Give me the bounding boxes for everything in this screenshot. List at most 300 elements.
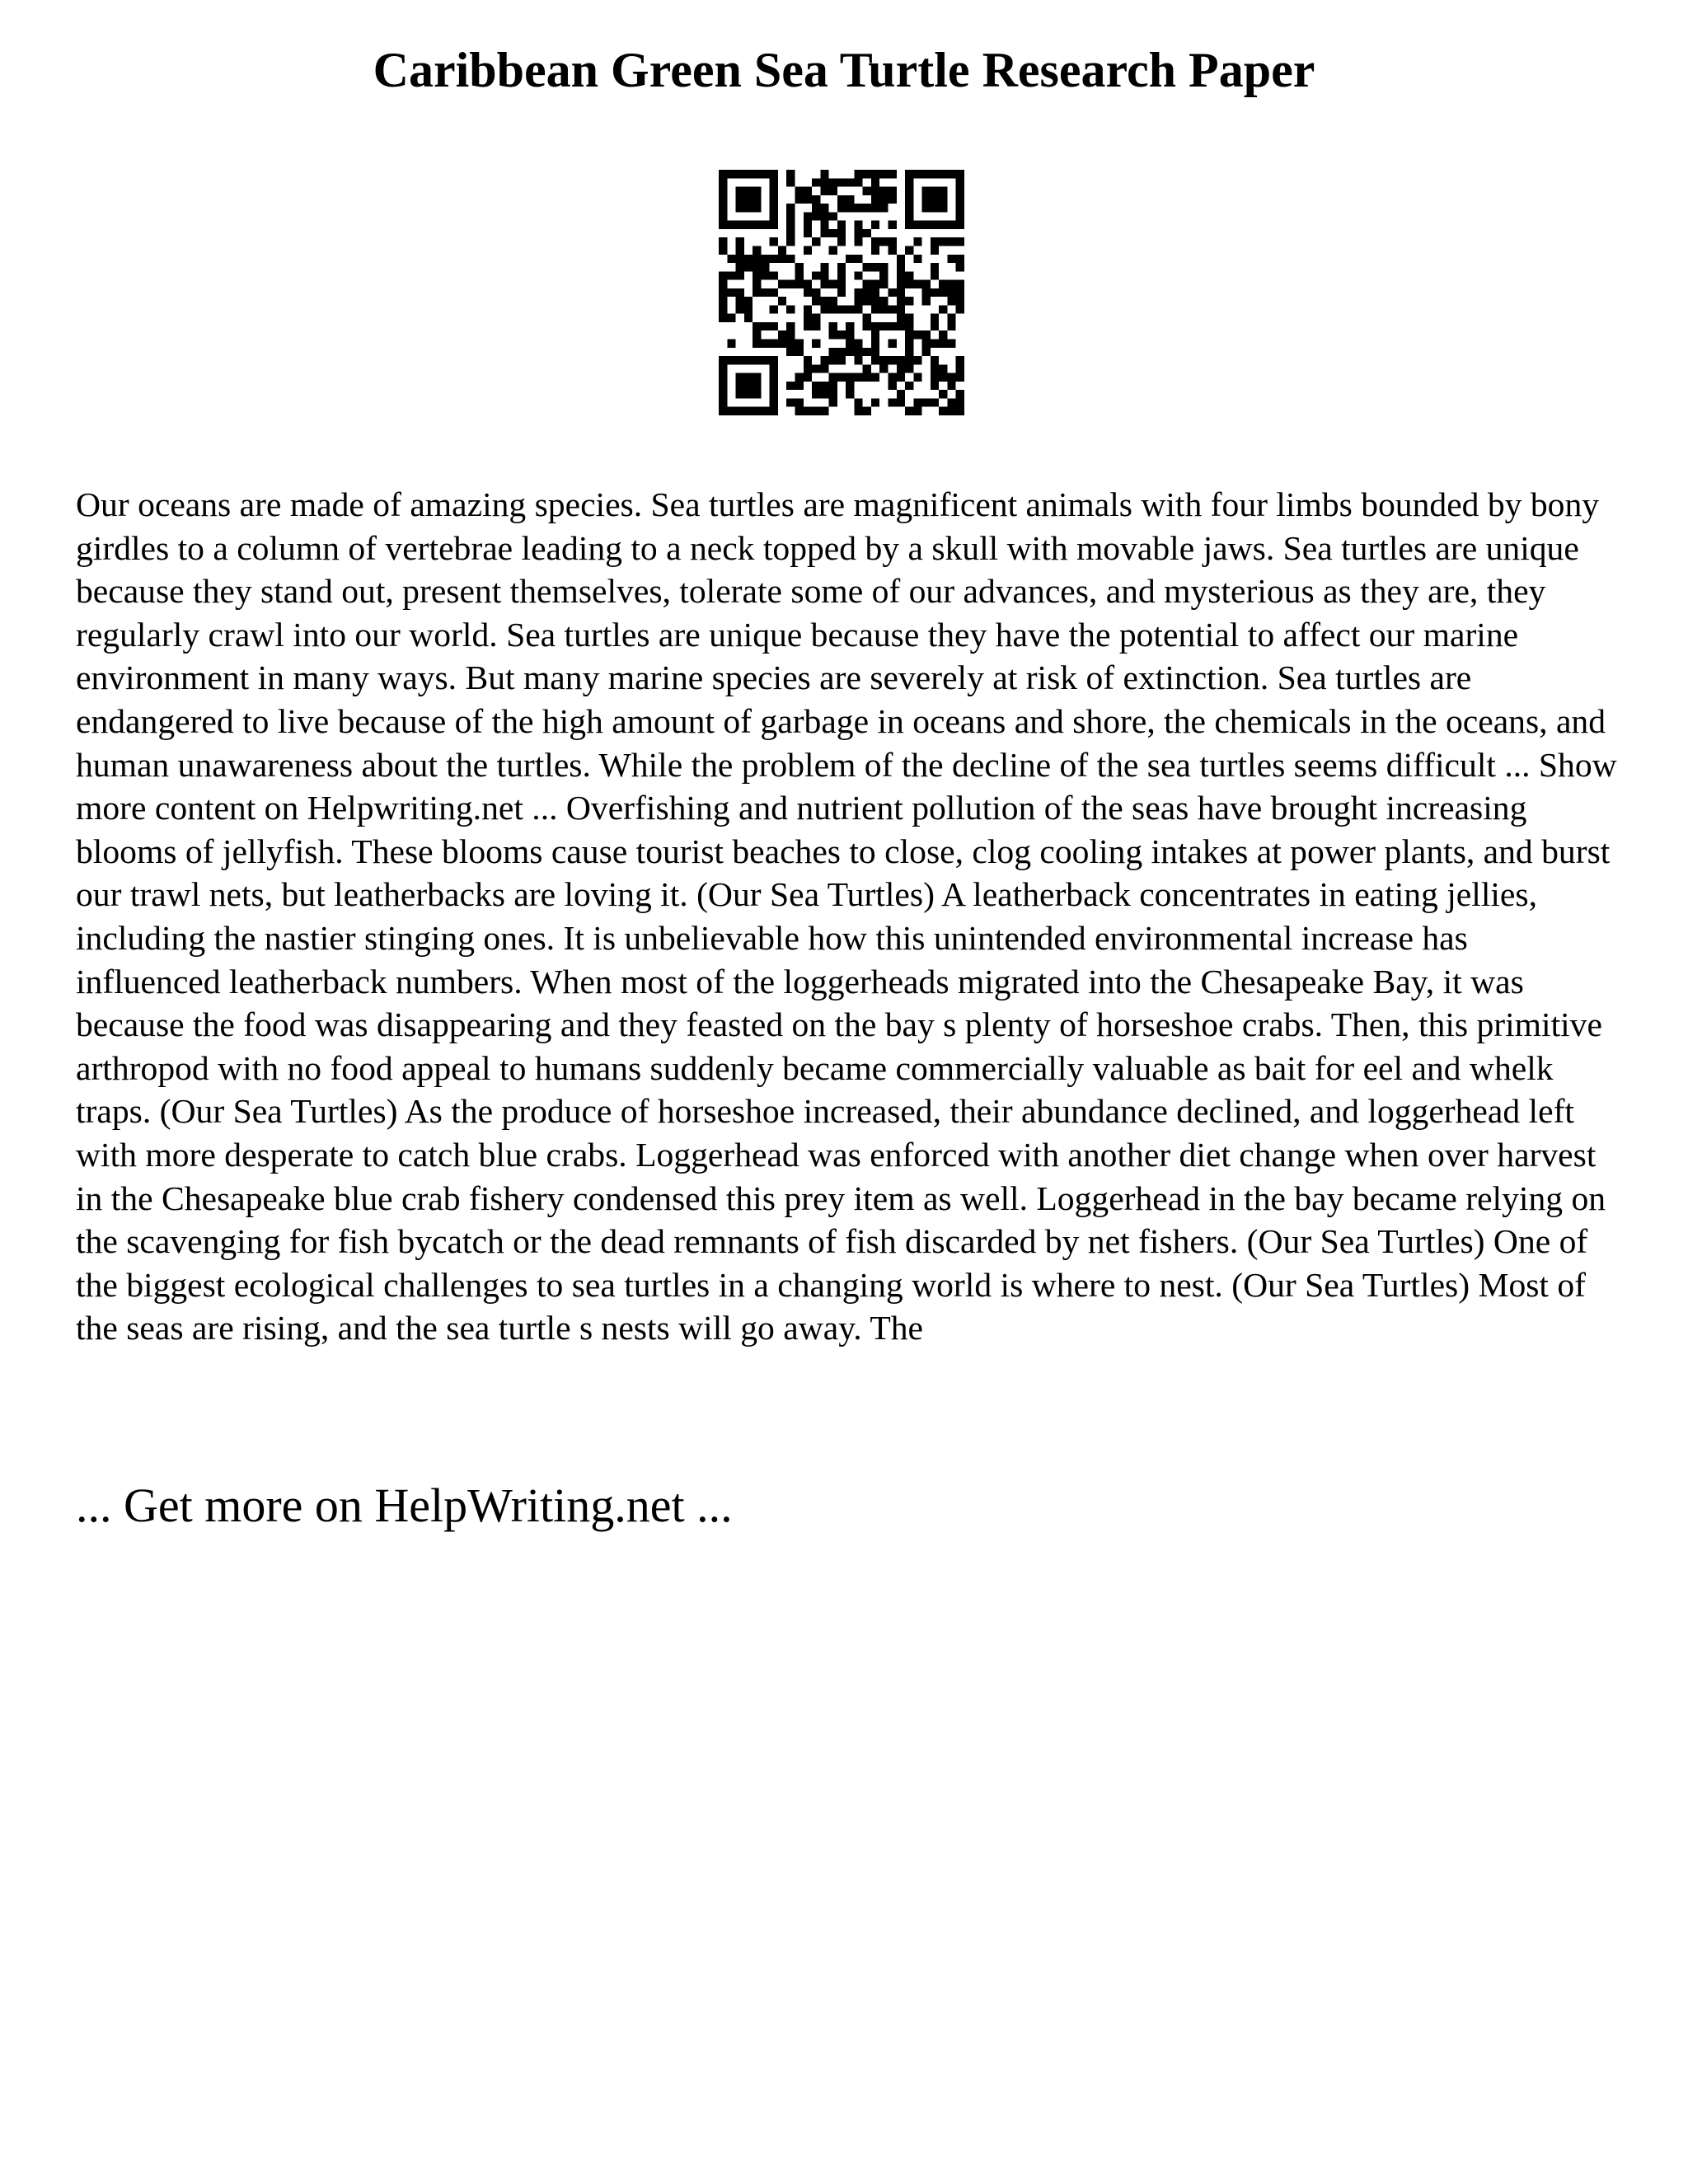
qr-module — [956, 204, 964, 212]
qr-module — [736, 221, 744, 229]
qr-module — [727, 221, 735, 229]
qr-module — [947, 382, 955, 390]
qr-module — [812, 340, 820, 348]
qr-module — [786, 322, 795, 330]
qr-module — [761, 221, 769, 229]
qr-module — [837, 288, 846, 297]
qr-module — [931, 314, 939, 322]
qr-module — [956, 187, 964, 195]
qr-module — [931, 340, 939, 348]
qr-module — [837, 237, 846, 246]
qr-module — [736, 246, 744, 254]
qr-module — [820, 271, 828, 279]
qr-module — [753, 255, 761, 263]
qr-module — [939, 170, 947, 178]
qr-module — [871, 305, 879, 313]
qr-module — [854, 297, 862, 305]
qr-module — [956, 407, 964, 415]
qr-module — [897, 305, 905, 313]
qr-module — [770, 237, 778, 246]
qr-module — [820, 229, 828, 237]
qr-module — [947, 221, 955, 229]
qr-module — [804, 212, 812, 220]
qr-module — [897, 356, 905, 364]
qr-module — [753, 280, 761, 288]
qr-code-icon[interactable] — [719, 170, 964, 415]
qr-module — [854, 288, 862, 297]
qr-module — [804, 322, 812, 330]
qr-module — [753, 407, 761, 415]
qr-module — [854, 221, 862, 229]
qr-module — [905, 364, 913, 373]
qr-module — [922, 170, 931, 178]
qr-module — [931, 322, 939, 330]
qr-module — [871, 373, 879, 382]
qr-module — [846, 340, 854, 348]
qr-module — [863, 407, 871, 415]
qr-module — [786, 398, 795, 406]
qr-module — [753, 356, 761, 364]
qr-module — [744, 255, 753, 263]
qr-module — [947, 170, 955, 178]
qr-module — [897, 314, 905, 322]
qr-module — [770, 204, 778, 212]
qr-module — [804, 407, 812, 415]
qr-module — [719, 364, 727, 373]
qr-module — [719, 221, 727, 229]
qr-module — [889, 187, 897, 195]
qr-module — [931, 263, 939, 271]
qr-module — [947, 373, 955, 382]
qr-module — [879, 170, 888, 178]
qr-module — [719, 187, 727, 195]
qr-module — [820, 187, 828, 195]
qr-module — [812, 271, 820, 279]
qr-module — [905, 246, 913, 254]
qr-module — [837, 280, 846, 288]
qr-module — [863, 322, 871, 330]
qr-module — [931, 364, 939, 373]
qr-module — [879, 364, 888, 373]
qr-module — [939, 364, 947, 373]
qr-module — [947, 255, 955, 263]
qr-module — [889, 237, 897, 246]
qr-module — [719, 305, 727, 313]
qr-module — [719, 212, 727, 220]
qr-module — [795, 382, 803, 390]
qr-module — [931, 170, 939, 178]
qr-module — [854, 398, 862, 406]
qr-module — [863, 187, 871, 195]
qr-module — [719, 288, 727, 297]
qr-module — [905, 204, 913, 212]
qr-module — [863, 288, 871, 297]
qr-module — [913, 407, 921, 415]
qr-module — [939, 330, 947, 339]
qr-module — [897, 364, 905, 373]
qr-module — [905, 356, 913, 364]
qr-module — [879, 237, 888, 246]
qr-module — [863, 364, 871, 373]
qr-module — [820, 263, 828, 271]
qr-module — [956, 356, 964, 364]
qr-module — [736, 356, 744, 364]
qr-module — [727, 314, 735, 322]
qr-module — [770, 170, 778, 178]
qr-module — [947, 280, 955, 288]
qr-module — [863, 170, 871, 178]
essay-body: Our oceans are made of amazing species. Sea turtles are magnificent animals with four limbs bounded by bony girdles to a column of vertebrae leading to a neck topped by a skull with movable jaws. Sea turtles are unique because they stand out, present themselves, tolerate some of our advances, and mysterious as they are, they regularly crawl into our world. Sea turtles are unique because they have the potential to affect our marine environment in many ways. But many marine species are severely at risk of extinction. Sea turtles are endangered to live because of the high amount of garbage in oceans and shore, the chemicals in the oceans, and human unawareness about the turtles. While the problem of the decline of the sea turtles seems difficult ... Show more content on Helpwriting.net ... Overfishing and nutrient pollution of the seas have brought increasing blooms of jellyfish. These blooms cause tourist beaches to close, clog cooling intakes at power plants, and burst our trawl nets, but leatherbacks are loving it. (Our Sea Turtles) A leatherback concentrates in eating jellies, including the nastier stinging ones. It is unbelievable how this unintended environmental increase has influenced leatherback numbers. When most of the loggerheads migrated into the Chesapeake Bay, it was because the food was disappearing and they feasted on the bay s plenty of horseshoe crabs. Then, this primitive arthropod with no food appeal to humans suddenly became commercially valuable as bait for eel and whelk traps. (Our Sea Turtles) As the produce of horseshoe increased, their abundance declined, and loggerhead left with more desperate to catch blue crabs. Loggerhead was enforced with another diet change when over harvest in the Chesapeake blue crab fishery condensed this prey item as well. Loggerhead in the bay became relying on the scavenging for fish bycatch or the dead remnants of fish discarded by net fishers. (Our Sea Turtles) One of the biggest ecological challenges to sea turtles in a changing world is where to nest. (Our Sea Turtles) Most of the seas are rising, and the sea turtle s nests will go away. The — [76, 485, 1617, 1347]
qr-module — [905, 271, 913, 279]
qr-module — [770, 398, 778, 406]
qr-module — [956, 237, 964, 246]
qr-module — [812, 322, 820, 330]
qr-module — [744, 297, 753, 305]
qr-module — [956, 288, 964, 297]
qr-module — [736, 237, 744, 246]
qr-module — [897, 398, 905, 406]
qr-module — [905, 297, 913, 305]
qr-module — [846, 373, 854, 382]
qr-module — [854, 348, 862, 356]
qr-module — [736, 407, 744, 415]
qr-module — [905, 221, 913, 229]
qr-module — [820, 390, 828, 398]
qr-module — [913, 255, 921, 263]
qr-module — [795, 373, 803, 382]
qr-module — [854, 340, 862, 348]
qr-module — [837, 229, 846, 237]
qr-module — [736, 255, 744, 263]
qr-module — [786, 280, 795, 288]
qr-module — [829, 322, 837, 330]
qr-module — [871, 263, 879, 271]
qr-module — [795, 271, 803, 279]
qr-module — [736, 305, 744, 313]
qr-module — [753, 390, 761, 398]
qr-module — [846, 330, 854, 339]
qr-module — [913, 170, 921, 178]
qr-module — [854, 204, 862, 212]
qr-module — [744, 170, 753, 178]
qr-module — [897, 271, 905, 279]
qr-module — [863, 204, 871, 212]
qr-module — [837, 195, 846, 204]
qr-module — [786, 170, 795, 178]
qr-module — [863, 373, 871, 382]
qr-module — [812, 288, 820, 297]
qr-module — [922, 280, 931, 288]
qr-module — [956, 364, 964, 373]
qr-module — [939, 288, 947, 297]
qr-module — [804, 187, 812, 195]
qr-module — [931, 398, 939, 406]
qr-module — [956, 305, 964, 313]
qr-module — [879, 271, 888, 279]
qr-module — [727, 356, 735, 364]
qr-module — [719, 271, 727, 279]
qr-module — [889, 322, 897, 330]
qr-module — [905, 170, 913, 178]
qr-module — [786, 348, 795, 356]
qr-module — [786, 237, 795, 246]
qr-module — [795, 187, 803, 195]
qr-module — [854, 356, 862, 364]
qr-module — [956, 263, 964, 271]
qr-module — [744, 263, 753, 271]
qr-module — [871, 356, 879, 364]
qr-module — [939, 221, 947, 229]
qr-module — [897, 263, 905, 271]
qr-module — [820, 204, 828, 212]
qr-module — [837, 204, 846, 212]
qr-module — [905, 407, 913, 415]
qr-module — [736, 195, 744, 204]
qr-module — [753, 170, 761, 178]
qr-module — [863, 280, 871, 288]
qr-module — [939, 407, 947, 415]
qr-module — [956, 373, 964, 382]
qr-module — [889, 221, 897, 229]
qr-module — [727, 288, 735, 297]
qr-module — [939, 340, 947, 348]
qr-module — [922, 348, 931, 356]
qr-module — [913, 356, 921, 364]
qr-module — [736, 382, 744, 390]
qr-module — [804, 364, 812, 373]
qr-module — [736, 373, 744, 382]
qr-module — [804, 373, 812, 382]
qr-module — [804, 229, 812, 237]
qr-module — [947, 398, 955, 406]
qr-module — [922, 288, 931, 297]
qr-module — [905, 212, 913, 220]
qr-module — [879, 356, 888, 364]
qr-module — [897, 280, 905, 288]
qr-module — [846, 255, 854, 263]
qr-module — [854, 178, 862, 186]
qr-module — [846, 390, 854, 398]
qr-module — [812, 364, 820, 373]
qr-module — [837, 305, 846, 313]
qr-module — [922, 340, 931, 348]
qr-module — [922, 398, 931, 406]
qr-module — [736, 390, 744, 398]
qr-module — [820, 382, 828, 390]
qr-module — [897, 322, 905, 330]
qr-module — [889, 170, 897, 178]
qr-module — [829, 212, 837, 220]
qr-module — [719, 195, 727, 204]
qr-module — [837, 373, 846, 382]
qr-module — [871, 170, 879, 178]
qr-module — [939, 373, 947, 382]
qr-module — [770, 178, 778, 186]
qr-module — [956, 170, 964, 178]
qr-module — [786, 305, 795, 313]
qr-module — [871, 195, 879, 204]
qr-module — [829, 373, 837, 382]
qr-module — [812, 407, 820, 415]
qr-module — [863, 297, 871, 305]
qr-module — [736, 263, 744, 271]
qr-module — [753, 382, 761, 390]
qr-module — [854, 373, 862, 382]
qr-module — [871, 178, 879, 186]
qr-module — [871, 187, 879, 195]
qr-module — [829, 187, 837, 195]
qr-module — [829, 390, 837, 398]
qr-module — [812, 297, 820, 305]
qr-module — [913, 221, 921, 229]
qr-module — [820, 280, 828, 288]
qr-module — [889, 195, 897, 204]
qr-module — [770, 322, 778, 330]
qr-module — [889, 288, 897, 297]
qr-module — [795, 280, 803, 288]
qr-module — [931, 356, 939, 364]
qr-module — [770, 407, 778, 415]
qr-module — [871, 280, 879, 288]
qr-module — [922, 330, 931, 339]
qr-module — [897, 288, 905, 297]
qr-module — [753, 288, 761, 297]
qr-module — [922, 297, 931, 305]
qr-module — [761, 288, 769, 297]
qr-module — [761, 263, 769, 271]
qr-module — [770, 390, 778, 398]
qr-module — [939, 305, 947, 313]
qr-module — [770, 195, 778, 204]
qr-module — [939, 390, 947, 398]
qr-module — [931, 204, 939, 212]
qr-module — [956, 398, 964, 406]
qr-module — [871, 221, 879, 229]
qr-module — [744, 195, 753, 204]
qr-module — [871, 237, 879, 246]
qr-module — [744, 373, 753, 382]
qr-module — [879, 322, 888, 330]
qr-module — [786, 178, 795, 186]
qr-module — [837, 271, 846, 279]
qr-module — [931, 373, 939, 382]
qr-module — [879, 263, 888, 271]
qr-module — [812, 314, 820, 322]
qr-module — [922, 187, 931, 195]
qr-module — [947, 314, 955, 322]
qr-module — [939, 280, 947, 288]
qr-module — [905, 178, 913, 186]
qr-module — [786, 330, 795, 339]
get-more-link[interactable]: ... Get more on HelpWriting.net ... — [76, 1479, 733, 1532]
qr-module — [770, 382, 778, 390]
qr-module — [804, 221, 812, 229]
qr-module — [829, 356, 837, 364]
qr-module — [956, 390, 964, 398]
qr-module — [744, 221, 753, 229]
qr-module — [770, 255, 778, 263]
qr-module — [913, 373, 921, 382]
qr-module — [727, 407, 735, 415]
qr-module — [854, 271, 862, 279]
qr-module — [795, 340, 803, 348]
qr-module — [897, 373, 905, 382]
qr-module — [719, 204, 727, 212]
qr-module — [795, 195, 803, 204]
qr-module — [820, 170, 828, 178]
qr-module — [931, 288, 939, 297]
qr-module — [786, 204, 795, 212]
qr-module — [829, 246, 837, 254]
qr-module — [795, 398, 803, 406]
qr-module — [879, 280, 888, 288]
qr-module — [804, 195, 812, 204]
qr-module — [719, 373, 727, 382]
qr-module — [786, 221, 795, 229]
qr-module — [947, 322, 955, 330]
qr-module — [761, 170, 769, 178]
qr-module — [947, 288, 955, 297]
qr-module — [947, 237, 955, 246]
qr-module — [889, 373, 897, 382]
qr-module — [871, 246, 879, 254]
qr-code-graphic — [719, 170, 964, 415]
qr-module — [786, 382, 795, 390]
qr-module — [804, 246, 812, 254]
qr-module — [719, 280, 727, 288]
qr-module — [770, 364, 778, 373]
qr-module — [770, 288, 778, 297]
qr-module — [829, 229, 837, 237]
qr-module — [795, 263, 803, 271]
qr-module — [753, 340, 761, 348]
qr-module — [889, 356, 897, 364]
qr-module — [931, 271, 939, 279]
qr-module — [905, 187, 913, 195]
qr-module — [786, 255, 795, 263]
qr-module — [719, 398, 727, 406]
qr-module — [905, 340, 913, 348]
qr-module — [939, 204, 947, 212]
qr-module — [727, 340, 735, 348]
qr-module — [846, 195, 854, 204]
qr-module — [804, 288, 812, 297]
qr-module — [719, 170, 727, 178]
qr-module — [837, 263, 846, 271]
qr-module — [905, 280, 913, 288]
qr-module — [879, 187, 888, 195]
qr-module — [905, 330, 913, 339]
qr-module — [871, 398, 879, 406]
qr-module — [778, 330, 786, 339]
qr-module — [871, 288, 879, 297]
qr-module — [761, 271, 769, 279]
qr-module — [897, 297, 905, 305]
qr-module — [879, 204, 888, 212]
qr-module — [795, 348, 803, 356]
qr-module — [939, 237, 947, 246]
qr-module — [956, 178, 964, 186]
qr-module — [829, 382, 837, 390]
qr-module — [719, 382, 727, 390]
qr-module — [956, 255, 964, 263]
qr-module — [753, 246, 761, 254]
qr-module — [753, 187, 761, 195]
qr-module — [753, 195, 761, 204]
qr-module — [913, 330, 921, 339]
qr-module — [804, 356, 812, 364]
qr-module — [879, 297, 888, 305]
